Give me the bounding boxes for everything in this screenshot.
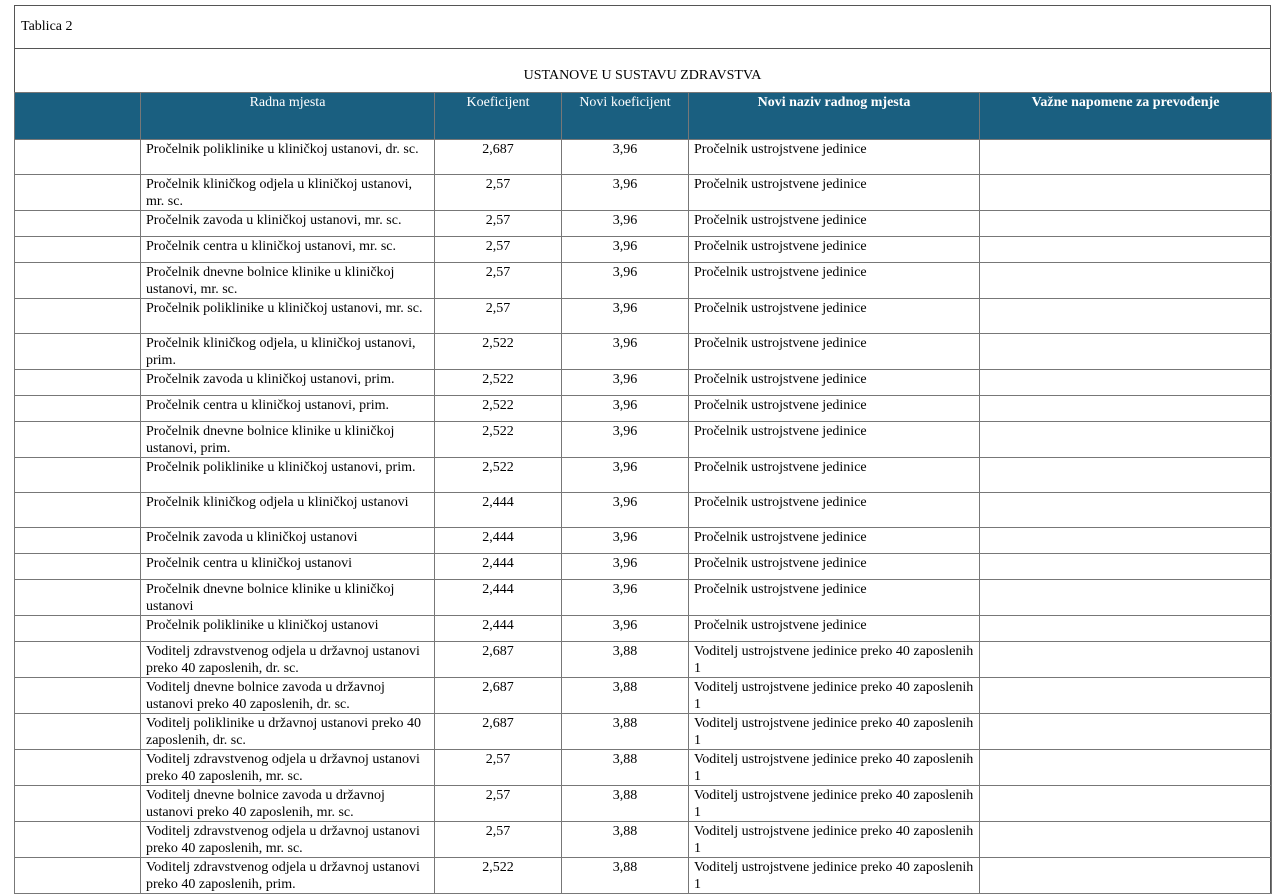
new-job-name-cell: Pročelnik ustrojstvene jedinice — [689, 580, 980, 616]
table-row — [15, 642, 1272, 678]
new-job-name-cell: Voditelj ustrojstvene jedinice preko 40 zaposlenih 1 — [689, 786, 980, 822]
new-coefficient-cell: 3,88 — [562, 750, 689, 786]
new-job-name-cell: Voditelj ustrojstvene jedinice preko 40 zaposlenih 1 — [689, 678, 980, 714]
new-job-name-cell: Pročelnik ustrojstvene jedinice — [689, 175, 980, 211]
notes-cell — [980, 678, 1272, 714]
document-table-frame — [14, 5, 1271, 894]
blank-cell — [15, 528, 141, 554]
new-job-name-cell: Pročelnik ustrojstvene jedinice — [689, 237, 980, 263]
blank-cell — [15, 370, 141, 396]
coefficient-cell: 2,444 — [435, 493, 562, 528]
blank-cell — [15, 714, 141, 750]
new-coefficient-cell: 3,96 — [562, 299, 689, 334]
new-job-name-cell: Pročelnik ustrojstvene jedinice — [689, 493, 980, 528]
new-job-name-cell: Pročelnik ustrojstvene jedinice — [689, 422, 980, 458]
job-title-cell: Pročelnik poliklinike u kliničkoj ustanovi, mr. sc. — [141, 299, 435, 334]
new-job-name-cell: Pročelnik ustrojstvene jedinice — [689, 370, 980, 396]
notes-cell — [980, 263, 1272, 299]
table-caption: Tablica 2 — [15, 6, 1270, 49]
table-row — [15, 175, 1272, 211]
table-row — [15, 211, 1272, 237]
blank-cell — [15, 211, 141, 237]
notes-cell — [980, 370, 1272, 396]
header-novi-koeficijent: Novi koeficijent — [562, 93, 689, 140]
table-row — [15, 678, 1272, 714]
coefficient-cell: 2,57 — [435, 750, 562, 786]
new-job-name-cell: Pročelnik ustrojstvene jedinice — [689, 211, 980, 237]
notes-cell — [980, 211, 1272, 237]
new-coefficient-cell: 3,88 — [562, 822, 689, 858]
job-title-cell: Voditelj zdravstvenog odjela u državnoj ustanovi preko 40 zaposlenih, prim. — [141, 858, 435, 894]
notes-cell — [980, 822, 1272, 858]
blank-cell — [15, 678, 141, 714]
header-blank — [15, 93, 141, 140]
table-row — [15, 370, 1272, 396]
new-coefficient-cell: 3,96 — [562, 370, 689, 396]
coefficient-cell: 2,687 — [435, 714, 562, 750]
coefficient-cell: 2,687 — [435, 140, 562, 175]
new-coefficient-cell: 3,88 — [562, 678, 689, 714]
table-row — [15, 140, 1272, 175]
job-title-cell: Pročelnik dnevne bolnice klinike u kliničkoj ustanovi, prim. — [141, 422, 435, 458]
new-coefficient-cell: 3,96 — [562, 616, 689, 642]
table-subtitle: USTANOVE U SUSTAVU ZDRAVSTVA — [523, 68, 762, 83]
coefficient-cell: 2,57 — [435, 786, 562, 822]
table-row — [15, 616, 1272, 642]
new-coefficient-cell: 3,96 — [562, 175, 689, 211]
job-title-cell: Pročelnik zavoda u kliničkoj ustanovi — [141, 528, 435, 554]
table-row — [15, 493, 1272, 528]
job-title-cell: Voditelj poliklinike u državnoj ustanovi preko 40 zaposlenih, dr. sc. — [141, 714, 435, 750]
new-coefficient-cell: 3,96 — [562, 396, 689, 422]
new-coefficient-cell: 3,96 — [562, 140, 689, 175]
blank-cell — [15, 263, 141, 299]
new-job-name-cell: Pročelnik ustrojstvene jedinice — [689, 334, 980, 370]
job-title-cell: Pročelnik poliklinike u kliničkoj ustanovi, dr. sc. — [141, 140, 435, 175]
table-row — [15, 580, 1272, 616]
new-job-name-cell: Voditelj ustrojstvene jedinice preko 40 zaposlenih 1 — [689, 858, 980, 894]
new-job-name-cell: Pročelnik ustrojstvene jedinice — [689, 263, 980, 299]
new-job-name-cell: Pročelnik ustrojstvene jedinice — [689, 554, 980, 580]
new-coefficient-cell: 3,96 — [562, 554, 689, 580]
notes-cell — [980, 396, 1272, 422]
new-coefficient-cell: 3,96 — [562, 580, 689, 616]
job-title-cell: Pročelnik kliničkog odjela u kliničkoj ustanovi, mr. sc. — [141, 175, 435, 211]
blank-cell — [15, 458, 141, 493]
new-job-name-cell: Pročelnik ustrojstvene jedinice — [689, 528, 980, 554]
table-row — [15, 263, 1272, 299]
job-title-cell: Pročelnik centra u kliničkoj ustanovi, prim. — [141, 396, 435, 422]
new-coefficient-cell: 3,96 — [562, 237, 689, 263]
table-row — [15, 554, 1272, 580]
coefficient-cell: 2,522 — [435, 458, 562, 493]
coefficient-cell: 2,522 — [435, 396, 562, 422]
coefficient-cell: 2,57 — [435, 822, 562, 858]
blank-cell — [15, 334, 141, 370]
blank-cell — [15, 175, 141, 211]
notes-cell — [980, 140, 1272, 175]
table-row — [15, 458, 1272, 493]
blank-cell — [15, 396, 141, 422]
table-row — [15, 528, 1272, 554]
notes-cell — [980, 714, 1272, 750]
coefficient-cell: 2,687 — [435, 642, 562, 678]
job-title-cell: Pročelnik dnevne bolnice klinike u kliničkoj ustanovi — [141, 580, 435, 616]
header-radna-mjesta: Radna mjesta — [141, 93, 435, 140]
table-row — [15, 334, 1272, 370]
new-job-name-cell: Pročelnik ustrojstvene jedinice — [689, 458, 980, 493]
table-row — [15, 299, 1272, 334]
new-coefficient-cell: 3,96 — [562, 263, 689, 299]
new-coefficient-cell: 3,96 — [562, 422, 689, 458]
table-row — [15, 396, 1272, 422]
blank-cell — [15, 554, 141, 580]
notes-cell — [980, 554, 1272, 580]
job-title-cell: Pročelnik kliničkog odjela u kliničkoj ustanovi — [141, 493, 435, 528]
new-job-name-cell: Voditelj ustrojstvene jedinice preko 40 zaposlenih 1 — [689, 822, 980, 858]
new-job-name-cell: Voditelj ustrojstvene jedinice preko 40 zaposlenih 1 — [689, 750, 980, 786]
blank-cell — [15, 237, 141, 263]
new-job-name-cell: Voditelj ustrojstvene jedinice preko 40 zaposlenih 1 — [689, 714, 980, 750]
blank-cell — [15, 493, 141, 528]
new-coefficient-cell: 3,88 — [562, 642, 689, 678]
new-job-name-cell: Voditelj ustrojstvene jedinice preko 40 zaposlenih 1 — [689, 642, 980, 678]
table-row — [15, 822, 1272, 858]
job-title-cell: Pročelnik zavoda u kliničkoj ustanovi, mr. sc. — [141, 211, 435, 237]
blank-cell — [15, 299, 141, 334]
coefficient-cell: 2,522 — [435, 334, 562, 370]
job-title-cell: Voditelj zdravstvenog odjela u državnoj ustanovi preko 40 zaposlenih, dr. sc. — [141, 642, 435, 678]
table-row — [15, 237, 1272, 263]
job-title-cell: Voditelj zdravstvenog odjela u državnoj ustanovi preko 40 zaposlenih, mr. sc. — [141, 750, 435, 786]
header-napomene: Važne napomene za prevođenje — [980, 93, 1272, 140]
table-row — [15, 750, 1272, 786]
coefficient-cell: 2,57 — [435, 263, 562, 299]
job-title-cell: Pročelnik centra u kliničkoj ustanovi — [141, 554, 435, 580]
coefficient-cell: 2,57 — [435, 175, 562, 211]
coefficient-cell: 2,687 — [435, 678, 562, 714]
notes-cell — [980, 616, 1272, 642]
new-job-name-cell: Pročelnik ustrojstvene jedinice — [689, 396, 980, 422]
blank-cell — [15, 422, 141, 458]
coefficient-cell: 2,444 — [435, 616, 562, 642]
new-coefficient-cell: 3,96 — [562, 493, 689, 528]
coefficient-cell: 2,444 — [435, 528, 562, 554]
coefficient-cell: 2,522 — [435, 858, 562, 894]
coefficient-cell: 2,522 — [435, 422, 562, 458]
blank-cell — [15, 750, 141, 786]
coefficient-cell: 2,57 — [435, 237, 562, 263]
job-title-cell: Pročelnik zavoda u kliničkoj ustanovi, prim. — [141, 370, 435, 396]
job-title-cell: Pročelnik dnevne bolnice klinike u kliničkoj ustanovi, mr. sc. — [141, 263, 435, 299]
blank-cell — [15, 616, 141, 642]
coefficient-cell: 2,57 — [435, 211, 562, 237]
job-title-cell: Pročelnik poliklinike u kliničkoj ustanovi, prim. — [141, 458, 435, 493]
new-coefficient-cell: 3,88 — [562, 858, 689, 894]
coefficient-cell: 2,57 — [435, 299, 562, 334]
notes-cell — [980, 175, 1272, 211]
blank-cell — [15, 786, 141, 822]
coefficient-cell: 2,522 — [435, 370, 562, 396]
new-coefficient-cell: 3,88 — [562, 786, 689, 822]
header-novi-naziv: Novi naziv radnog mjesta — [689, 93, 980, 140]
coefficient-cell: 2,444 — [435, 580, 562, 616]
new-coefficient-cell: 3,96 — [562, 458, 689, 493]
blank-cell — [15, 858, 141, 894]
notes-cell — [980, 750, 1272, 786]
notes-cell — [980, 334, 1272, 370]
notes-cell — [980, 580, 1272, 616]
notes-cell — [980, 237, 1272, 263]
job-title-cell: Pročelnik poliklinike u kliničkoj ustanovi — [141, 616, 435, 642]
job-title-cell: Pročelnik centra u kliničkoj ustanovi, mr. sc. — [141, 237, 435, 263]
positions-table — [14, 92, 1272, 894]
notes-cell — [980, 858, 1272, 894]
blank-cell — [15, 140, 141, 175]
new-job-name-cell: Pročelnik ustrojstvene jedinice — [689, 616, 980, 642]
job-title-cell: Voditelj dnevne bolnice zavoda u državnoj ustanovi preko 40 zaposlenih, dr. sc. — [141, 678, 435, 714]
new-coefficient-cell: 3,88 — [562, 714, 689, 750]
notes-cell — [980, 642, 1272, 678]
job-title-cell: Pročelnik kliničkog odjela, u kliničkoj ustanovi, prim. — [141, 334, 435, 370]
job-title-cell: Voditelj dnevne bolnice zavoda u državnoj ustanovi preko 40 zaposlenih, mr. sc. — [141, 786, 435, 822]
notes-cell — [980, 458, 1272, 493]
new-coefficient-cell: 3,96 — [562, 528, 689, 554]
notes-cell — [980, 786, 1272, 822]
new-coefficient-cell: 3,96 — [562, 334, 689, 370]
table-row — [15, 786, 1272, 822]
new-job-name-cell: Pročelnik ustrojstvene jedinice — [689, 140, 980, 175]
notes-cell — [980, 528, 1272, 554]
table-row — [15, 714, 1272, 750]
notes-cell — [980, 299, 1272, 334]
blank-cell — [15, 580, 141, 616]
notes-cell — [980, 493, 1272, 528]
table-row — [15, 858, 1272, 894]
new-coefficient-cell: 3,96 — [562, 211, 689, 237]
header-koeficijent: Koeficijent — [435, 93, 562, 140]
table-row — [15, 422, 1272, 458]
blank-cell — [15, 822, 141, 858]
new-job-name-cell: Pročelnik ustrojstvene jedinice — [689, 299, 980, 334]
blank-cell — [15, 642, 141, 678]
table-header-row — [15, 93, 1272, 140]
notes-cell — [980, 422, 1272, 458]
coefficient-cell: 2,444 — [435, 554, 562, 580]
job-title-cell: Voditelj zdravstvenog odjela u državnoj ustanovi preko 40 zaposlenih, mr. sc. — [141, 822, 435, 858]
